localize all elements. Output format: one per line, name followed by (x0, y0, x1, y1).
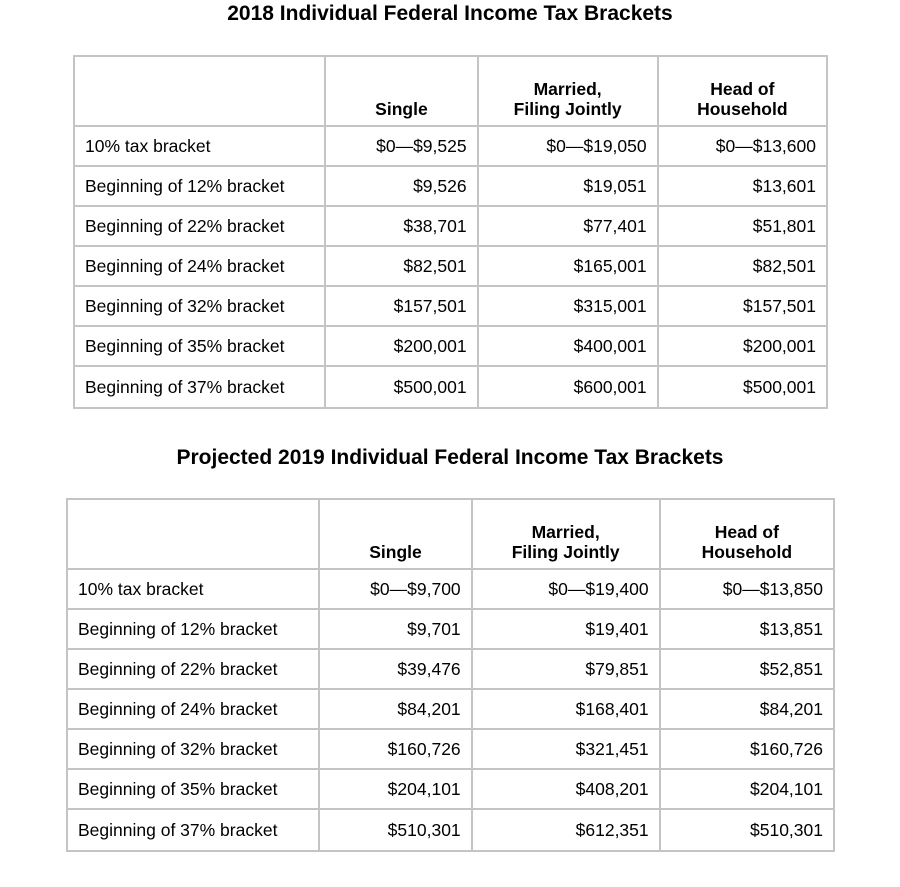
cell-single: $84,201 (320, 690, 472, 730)
cell-head-of-household: $500,001 (743, 377, 816, 397)
table-row (68, 650, 833, 690)
cell-head-of-household: $82,501 (659, 247, 826, 287)
cell-single: $9,526 (326, 167, 478, 207)
row-label: Beginning of 32% bracket (68, 730, 320, 770)
row-label: 10% tax bracket (75, 127, 326, 167)
cell-married-filing-jointly: $321,451 (473, 730, 661, 770)
header-married-filing-jointly: Married, Filing Jointly (473, 500, 661, 570)
row-label: Beginning of 35% bracket (68, 770, 320, 810)
row-label: Beginning of 22% bracket (68, 650, 320, 690)
cell-head-of-household: $510,301 (750, 820, 823, 840)
header-head-of-household: Head of Household (661, 500, 833, 570)
cell-head-of-household: $157,501 (659, 287, 826, 327)
table-title-2019: Projected 2019 Individual Federal Income Tax Brackets (176, 446, 724, 469)
cell-head-of-household: $51,801 (659, 207, 826, 247)
cell-head-of-household: $160,726 (661, 730, 833, 770)
row-label: Beginning of 22% bracket (75, 207, 326, 247)
row-label: Beginning of 37% bracket (68, 810, 320, 850)
table-row (75, 207, 826, 247)
row-label: Beginning of 24% bracket (75, 247, 326, 287)
cell-married-filing-jointly: $168,401 (473, 690, 661, 730)
header-head-of-household: Head of Household (659, 57, 826, 127)
table-row (75, 287, 826, 327)
cell-head-of-household: $0—$13,850 (661, 570, 833, 610)
table-header-row (68, 500, 833, 570)
cell-married-filing-jointly: $0—$19,400 (473, 570, 661, 610)
row-label: Beginning of 12% bracket (75, 167, 326, 207)
row-label: Beginning of 24% bracket (68, 690, 320, 730)
table-row (68, 610, 833, 650)
cell-married-filing-jointly: $400,001 (479, 327, 659, 367)
cell-married-filing-jointly: $77,401 (479, 207, 659, 247)
cell-married-filing-jointly: $19,401 (473, 610, 661, 650)
row-label: Beginning of 35% bracket (75, 327, 326, 367)
cell-single: $82,501 (326, 247, 478, 287)
header-single: Single (320, 500, 472, 570)
cell-single: $157,501 (326, 287, 478, 327)
table-row (68, 690, 833, 730)
cell-married-filing-jointly: $79,851 (473, 650, 661, 690)
cell-single: $0—$9,525 (326, 127, 478, 167)
cell-single: $39,476 (320, 650, 472, 690)
row-label: 10% tax bracket (68, 570, 320, 610)
cell-single: $510,301 (320, 810, 472, 850)
cell-married-filing-jointly: $600,001 (479, 367, 659, 407)
cell-single: $0—$9,700 (320, 570, 472, 610)
table-row (68, 730, 833, 770)
table-row (68, 570, 833, 610)
table-row (68, 810, 833, 850)
cell-single: $160,726 (320, 730, 472, 770)
cell-married-filing-jointly: $19,051 (479, 167, 659, 207)
cell-head-of-household: $84,201 (661, 690, 833, 730)
cell-head-of-household: $200,001 (659, 327, 826, 367)
header-single: Single (326, 57, 478, 127)
cell-married-filing-jointly: $612,351 (473, 810, 661, 850)
cell-married-filing-jointly: $408,201 (473, 770, 661, 810)
header-blank (68, 500, 320, 570)
cell-single: $204,101 (320, 770, 472, 810)
cell-single: $38,701 (326, 207, 478, 247)
cell-married-filing-jointly: $165,001 (479, 247, 659, 287)
tax-bracket-table-2019 (66, 498, 835, 852)
table-row (75, 247, 826, 287)
cell-married-filing-jointly: $0—$19,050 (479, 127, 659, 167)
cell-head-of-household: $13,601 (659, 167, 826, 207)
header-blank (75, 57, 326, 127)
cell-head-of-household: $52,851 (661, 650, 833, 690)
table-row (75, 167, 826, 207)
table-title-2018: 2018 Individual Federal Income Tax Brackets (227, 2, 673, 25)
cell-single: $200,001 (326, 327, 478, 367)
row-label: Beginning of 12% bracket (68, 610, 320, 650)
table-row (75, 367, 826, 407)
cell-married-filing-jointly: $315,001 (479, 287, 659, 327)
table-row (68, 770, 833, 810)
cell-single: $9,701 (320, 610, 472, 650)
table-header-row (75, 57, 826, 127)
cell-head-of-household: $13,851 (661, 610, 833, 650)
cell-head-of-household: $204,101 (661, 770, 833, 810)
cell-single: $500,001 (326, 367, 478, 407)
table-row (75, 327, 826, 367)
tax-bracket-table-2018 (73, 55, 828, 409)
row-label: Beginning of 37% bracket (75, 367, 326, 407)
row-label: Beginning of 32% bracket (75, 287, 326, 327)
cell-head-of-household: $0—$13,600 (659, 127, 826, 167)
header-married-filing-jointly: Married, Filing Jointly (479, 57, 659, 127)
table-row (75, 127, 826, 167)
